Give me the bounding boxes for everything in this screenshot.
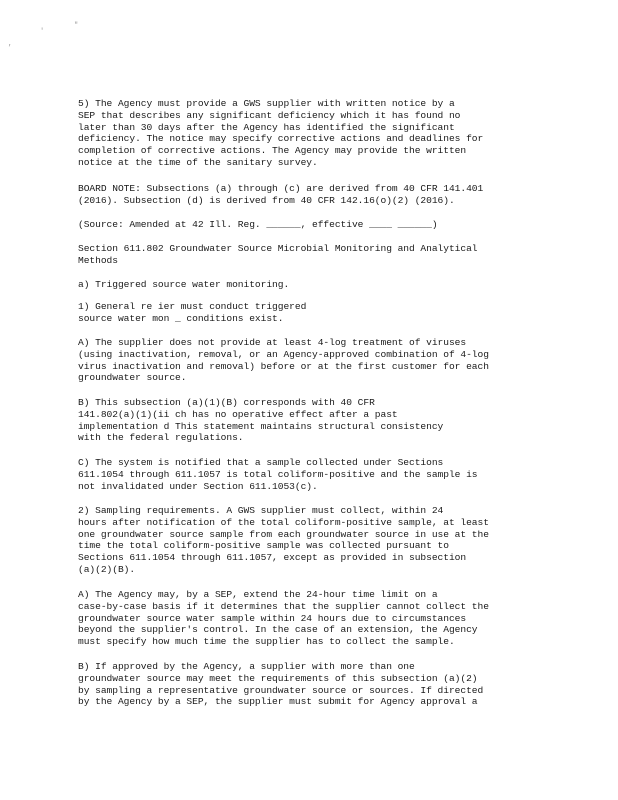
scan-speck: ' [40,28,45,36]
source-note: (Source: Amended at 42 Ill. Reg. ______, effective ____ ______) [78,219,438,230]
subsection-a-1-C: C) The system is notified that a sample collected under Sections 611.1054 through 611.1057 is total coliform-positive and the sample is not invalidated under Section 611.1053(c). [78,457,478,492]
subsection-a: a) Triggered source water monitoring. [78,279,290,290]
scan-speck: " [74,22,79,30]
subsection-a-1: 1) General re ier must conduct triggered source water mon _ conditions exist. [78,301,307,324]
subsection-a-1-A: A) The supplier does not provide at least 4-log treatment of viruses (using inactivation, removal, or an Agency-approved combination of 4-log virus inactivation and removal) before or at the first customer for each groundwater source. [78,337,489,384]
section-heading: Section 611.802 Groundwater Source Microbial Monitoring and Analytical Methods [78,243,478,266]
subsection-a-2-B: B) If approved by the Agency, a supplier with more than one groundwater source may meet the requirements of this subsection (a)(2) by sampling a representative groundwater source or sources. If directed by the Agency by a SEP, the supplier must submit for Agency approval a [78,661,484,708]
subsection-a-1-B: B) This subsection (a)(1)(B) corresponds with 40 CFR 141.802(a)(1)(ii ch has no operative effect after a past implementation d This statement maintains structural consistency with the federal regulations. [78,397,444,444]
paragraph-notice-of-deficiency: 5) The Agency must provide a GWS supplier with written notice by a SEP that describes any significant deficiency which it has found no later than 30 days after the Agency has identified the significant deficiency. The notice may specify corrective actions and deadlines for completion of corrective actions. The Agency may provide the written notice at the time of the sanitary survey. [78,98,484,168]
board-note: BOARD NOTE: Subsections (a) through (c) are derived from 40 CFR 141.401 (2016). Subsection (d) is derived from 40 CFR 142.16(o)(2) (2016). [78,183,484,206]
subsection-a-2: 2) Sampling requirements. A GWS supplier must collect, within 24 hours after notification of the total coliform-positive sample, at least one groundwater source sample from each groundwater source in use at the time the total coliform-positive sample was collected pursuant to Sections 611.1054 through 611.1057, except as provided in subsection (a)(2)(B). [78,505,489,575]
scan-speck: , [8,40,13,48]
subsection-a-2-A: A) The Agency may, by a SEP, extend the 24-hour time limit on a case-by-case basis if it determines that the supplier cannot collect the groundwater source water sample within 24 hours due to circumstances beyond the supplier's control. In the case of an extension, the Agency must specify how much time the supplier has to collect the sample. [78,589,489,648]
